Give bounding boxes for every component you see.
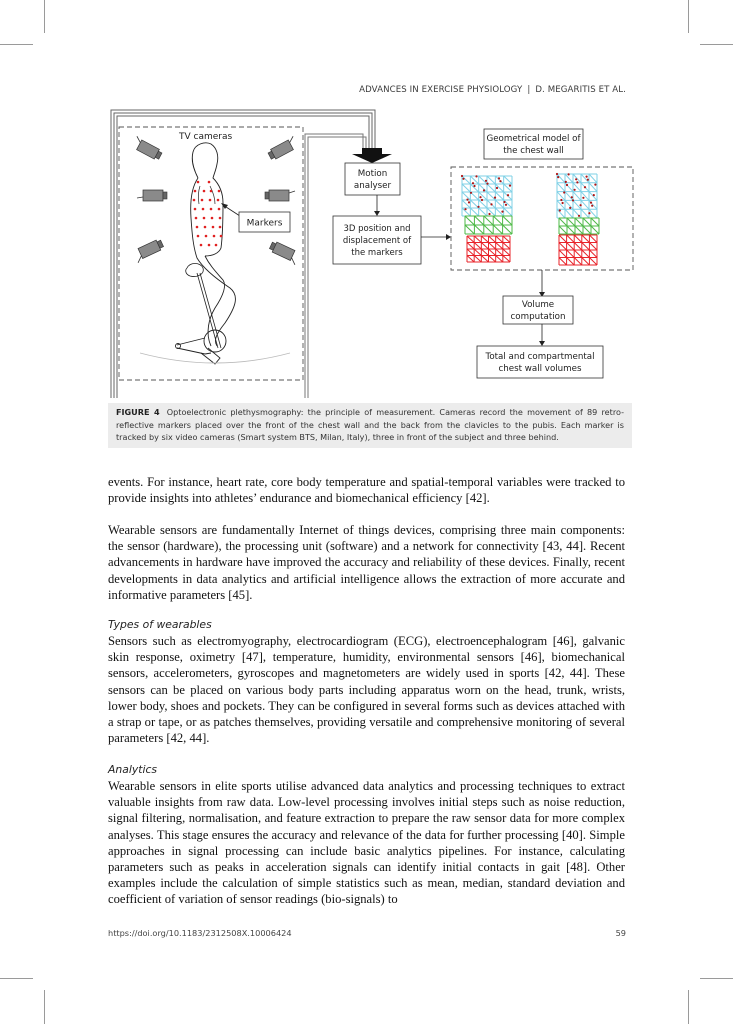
model-marker-dot — [461, 175, 463, 177]
model-marker-dot — [574, 189, 576, 191]
model-marker-dot — [584, 186, 586, 188]
marker-dot — [194, 208, 197, 211]
position-label-1: 3D position and — [343, 224, 411, 234]
crop-mark — [0, 44, 33, 45]
marker-dot — [213, 235, 216, 238]
crop-mark — [700, 44, 733, 45]
upper-thorax-mesh — [557, 174, 597, 218]
marker-dot — [196, 226, 199, 229]
crop-mark — [0, 978, 33, 979]
position-label-3: the markers — [351, 248, 403, 258]
model-marker-dot — [586, 176, 588, 178]
markers-label: Markers — [246, 218, 283, 229]
model-marker-dot — [473, 185, 475, 187]
abdomen-mesh — [467, 236, 510, 262]
marker-dot — [211, 217, 214, 220]
model-marker-dot — [477, 206, 479, 208]
model-marker-dot — [591, 205, 593, 207]
crop-mark — [700, 978, 733, 979]
section-paragraph: Wearable sensors in elite sports utilise advanced data analytics and processing techniques to extract valuable insights from raw data. Low-level processing involves initial steps such as noise reduction, signal filtering, normalisation, and feature extraction to prepare the raw sensor data for more complex analyses. This stage ensures the accuracy and relevance of the data for further processing [40]. Simple approaches in signal processing can include basic analytics pipelines. For instance, calculating parameters such as peaks in acceleration signals can identify initial contacts in gait [48]. Other examples include the calculation of simple statistics such as mean, median, standard deviation and coefficient of variation of sensor readings (bio-signals) to — [108, 779, 625, 907]
chest-wall-models — [461, 173, 599, 265]
model-marker-dot — [488, 213, 490, 215]
model-marker-dot — [582, 197, 584, 199]
marker-dot — [210, 208, 213, 211]
volume-computation-label-2: computation — [510, 312, 566, 322]
motion-analyser-label-1: Motion — [357, 169, 388, 179]
marker-dot — [217, 199, 220, 202]
model-marker-dot — [479, 196, 481, 198]
section-types-of-wearables — [108, 617, 625, 746]
total-volumes-label-1: Total and compartmental — [485, 352, 595, 362]
marker-dot — [202, 208, 205, 211]
figure-caption-text: Optoelectronic plethysmography: the principle of measurement. Cameras record the movement of 89 retro-reflective markers placed over the front of the chest wall and the back from the clavicles to the pubis. Each marker is tracked by six video cameras (Smart system BTS, Milan, Italy), three in front of the subject and three behind. — [116, 407, 624, 443]
section-paragraph: Sensors such as electromyography, electrocardiogram (ECG), electroencephalogram [46], galvanic skin response, oximetry [47], temperature, humidity, environmental sensors [46], biomechanical sensors, accelerometers, gyroscopes and magnetometers are widely used in sports [42, 44]. These sensors can be placed on various body parts including apparatus worn on the head, trunk, wrists, lower body, shoes and pockets. They can be configured in several forms such as devices attached with a strap or tape, or as patches themselves, providing versatile and comprehensive monitoring of several parameters [42, 44]. — [108, 634, 625, 746]
marker-dot — [200, 244, 203, 247]
model-marker-dot — [496, 187, 498, 189]
section-heading: Types of wearables — [108, 618, 212, 631]
flow-arrowhead-icon — [539, 341, 545, 346]
model-marker-dot — [490, 203, 492, 205]
model-marker-dot — [563, 191, 565, 193]
upper-thorax-mesh — [462, 176, 512, 216]
camera-to-analyser-arrow-icon — [352, 148, 392, 163]
model-marker-dot — [475, 175, 477, 177]
crop-mark — [44, 990, 45, 1024]
marker-dot — [219, 226, 222, 229]
marker-dot — [208, 244, 211, 247]
marker-dot — [197, 235, 200, 238]
abdominal-rib-cage-mesh — [465, 216, 512, 234]
marker-dot — [204, 226, 207, 229]
geometric-model-label-2: the chest wall — [503, 146, 564, 156]
section-heading: Analytics — [108, 763, 158, 776]
marker-dot — [218, 208, 221, 211]
model-marker-dot — [580, 204, 582, 206]
section-analytics — [108, 762, 625, 908]
geometric-model-label-1: Geometrical model of — [486, 134, 581, 144]
model-marker-dot — [587, 179, 589, 181]
model-marker-dot — [462, 178, 464, 180]
marker-dot — [208, 181, 211, 184]
marker-dot — [205, 235, 208, 238]
marker-dot — [210, 190, 213, 193]
figure-caption — [108, 403, 632, 448]
model-marker-dot — [503, 201, 505, 203]
author-list: D. MEGARITIS ET AL. — [535, 85, 626, 95]
model-marker-dot — [576, 181, 578, 183]
body-paragraph — [108, 522, 625, 603]
abdomen-mesh — [559, 235, 597, 265]
model-marker-dot — [481, 199, 483, 201]
model-marker-dot — [494, 197, 496, 199]
total-volumes-label-2: chest wall volumes — [498, 364, 582, 374]
flow-arrowhead-icon — [446, 234, 451, 240]
model-marker-dot — [486, 183, 488, 185]
model-marker-dot — [466, 199, 468, 201]
marker-dot — [219, 217, 222, 220]
running-head-separator: | — [527, 85, 531, 95]
motion-analyser-label-2: analyser — [353, 181, 392, 191]
model-marker-dot — [560, 199, 562, 201]
model-marker-dot — [593, 194, 595, 196]
model-marker-dot — [464, 208, 466, 210]
marker-dot — [203, 217, 206, 220]
body-paragraph — [108, 474, 625, 506]
model-marker-dot — [588, 212, 590, 214]
model-marker-dot — [499, 180, 501, 182]
model-marker-dot — [556, 173, 558, 175]
model-marker-dot — [505, 204, 507, 206]
model-marker-dot — [559, 209, 561, 211]
model-marker-dot — [590, 202, 592, 204]
model-marker-dot — [575, 178, 577, 180]
model-marker-dot — [468, 201, 470, 203]
crop-mark — [44, 0, 45, 33]
marker-dot — [215, 244, 218, 247]
model-marker-dot — [578, 215, 580, 217]
marker-dot — [197, 181, 200, 184]
model-marker-dot — [557, 176, 559, 178]
marker-dot — [220, 235, 223, 238]
crop-mark — [688, 990, 689, 1024]
marker-dot — [212, 226, 215, 229]
doi-link[interactable]: https://doi.org/10.1183/2312508X.10006424 — [108, 928, 292, 938]
page-number: 59 — [615, 928, 626, 938]
figure-caption-label: FIGURE 4 — [116, 407, 160, 417]
figure-4-diagram — [105, 108, 635, 398]
running-head — [300, 85, 626, 95]
model-marker-dot — [507, 194, 509, 196]
model-marker-dot — [509, 185, 511, 187]
marker-dot — [203, 190, 206, 193]
marker-dot — [201, 199, 204, 202]
marker-dot — [218, 190, 221, 193]
model-marker-dot — [568, 173, 570, 175]
model-marker-dot — [470, 192, 472, 194]
model-marker-dot — [569, 207, 571, 209]
flow-arrowhead-icon — [374, 211, 380, 216]
model-marker-dot — [483, 189, 485, 191]
model-marker-dot — [571, 196, 573, 198]
model-marker-dot — [572, 199, 574, 201]
journal-title: ADVANCES IN EXERCISE PHYSIOLOGY — [359, 85, 523, 95]
abdominal-rib-cage-mesh — [559, 218, 599, 234]
tv-cameras-label: TV cameras — [179, 132, 233, 142]
marker-dot — [195, 217, 198, 220]
marker-dot — [193, 199, 196, 202]
model-marker-dot — [485, 180, 487, 182]
model-marker-dot — [501, 211, 503, 213]
model-marker-dot — [498, 177, 500, 179]
paragraph-wearable-sensors: Wearable sensors are fundamentally Internet of things devices, comprising three main components: the sensor (hardware), the processing unit (software) and a network for connectivity [43, 44]. Recent advancements in hardware have improved the accuracy and reliability of these devices. Finally, recent developments in data analytics and artificial intelligence allows the extraction of more accurate and informative parameters [45]. — [108, 523, 625, 602]
marker-dot — [209, 199, 212, 202]
marker-dot — [194, 190, 197, 193]
model-marker-dot — [566, 184, 568, 186]
model-marker-dot — [594, 184, 596, 186]
volume-computation-label-1: Volume — [521, 300, 555, 310]
model-marker-dot — [565, 181, 567, 183]
crop-mark — [688, 0, 689, 33]
position-label-2: displacement of — [342, 236, 412, 246]
model-marker-dot — [472, 182, 474, 184]
model-marker-dot — [562, 202, 564, 204]
paragraph-events: events. For instance, heart rate, core body temperature and spatial-temporal variables were tracked to provide insights into athletes’ endurance and biomechanical efficiency [42]. — [108, 475, 625, 506]
